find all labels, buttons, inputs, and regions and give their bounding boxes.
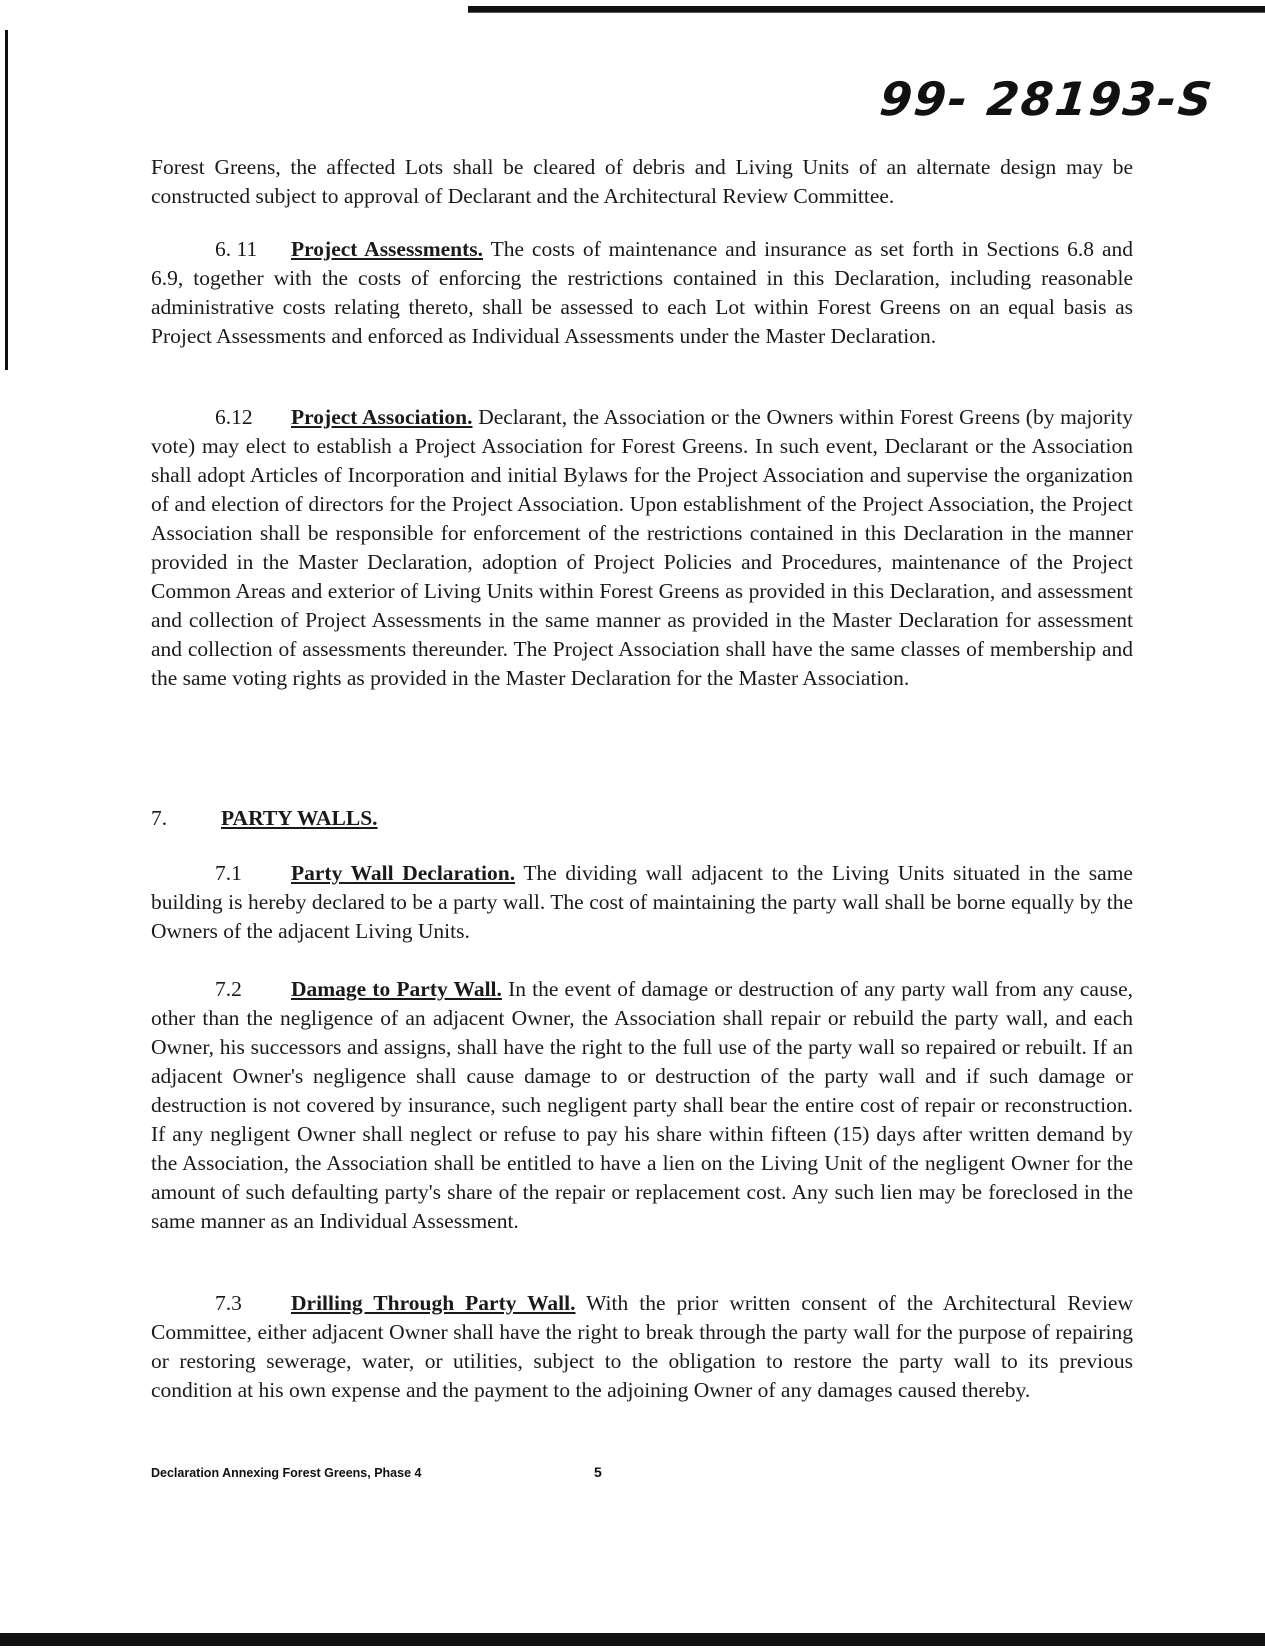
scan-top-border-thin (468, 12, 1265, 13)
heading-title: PARTY WALLS. (221, 806, 378, 830)
section-text: Declarant, the Association or the Owners within Forest Greens (by majority vote) may elect to establish a Project Association for Forest Greens. In such event, Declarant or the Association shall adopt Articles of Incorporation and initial Bylaws for the Project Association and supervise the organization of and election of directors for the Project Association. Upon establishment of the Project Association, the Project Association shall be responsible for enforcement of the restrictions contained in this Declaration in the manner provided in the Master Declaration, adoption of Project Policies and Procedures, maintenance of the Project Common Areas and exterior of Living Units within Forest Greens as provided in this Declaration, and assessment and collection of Project Assessments in the same manner as provided in the Master Declaration for assessment and collection of assessments thereunder. The Project Association shall have the same classes of membership and the same voting rights as provided in the Master Declaration for the Master Association. (151, 405, 1134, 690)
section-text: In the event of damage or destruction of any party wall from any cause, other than the negligence of an adjacent Owner, the Association shall repair or rebuild the party wall, and each Owner, his successors and assigns, shall have the right to the full use of the party wall so repaired or rebuilt. If an adjacent Owner's negligence shall cause damage to or destruction of the party wall and if such damage or destruction is not covered by insurance, such negligent party shall bear the entire cost of repair or reconstruction. If any negligent Owner shall neglect or refuse to pay his share within fifteen (15) days after written demand by the Association, the Association shall be entitled to have a lien on the Living Unit of the negligent Owner for the amount of such defaulting party's share of the repair or replacement cost. Any such lien may be foreclosed in the same manner as an Individual Assessment. (151, 977, 1134, 1233)
section-7-3 (151, 1289, 1133, 1405)
heading-number: 7. (151, 806, 168, 830)
section-title: Drilling Through Party Wall. (291, 1291, 576, 1315)
paragraph-continuation: Forest Greens, the affected Lots shall be cleared of debris and Living Units of an alternate design may be constructed subject to approval of Declarant and the Architectural Review Committee. (151, 155, 1133, 208)
section-number: 6. 11 (215, 237, 258, 261)
section-text: With the prior written consent of the Architectural Review Committee, either adjacent Owner shall have the right to break through the party wall for the purpose of repairing or restoring sewerage, water, or utilities, subject to the obligation to restore the party wall to its previous condition at his own expense and the payment to the adjoining Owner of any damages caused thereby. (151, 1291, 1133, 1402)
section-6-11 (151, 235, 1133, 351)
section-title: Project Assessments. (291, 237, 484, 261)
footer-document-title: Declaration Annexing Forest Greens, Phase 4 (151, 1466, 422, 1480)
section-title: Damage to Party Wall. (291, 977, 502, 1001)
section-title: Party Wall Declaration. (291, 861, 516, 885)
section-number: 7.1 (215, 861, 242, 885)
heading-section-7 (151, 804, 1133, 833)
handwritten-document-number: 99- 28193-S (877, 72, 1217, 126)
section-title: Project Association. (291, 405, 473, 429)
section-text: The dividing wall adjacent to the Living Units situated in the same building is hereby declared to be a party wall. The cost of maintaining the party wall shall be borne equally by the Owners of the adjacent Living Units. (151, 861, 1133, 943)
section-number: 6.12 (215, 405, 253, 429)
section-7-1 (151, 859, 1133, 946)
section-number: 7.3 (215, 1291, 242, 1315)
section-6-12 (151, 403, 1133, 693)
scan-left-edge-mark (5, 30, 8, 370)
scan-bottom-border (0, 1633, 1265, 1646)
section-number: 7.2 (215, 977, 242, 1001)
footer-page-number: 5 (594, 1464, 602, 1480)
section-7-2 (151, 975, 1133, 1236)
section-text: The costs of maintenance and insurance as set forth in Sections 6.8 and 6.9, together with the costs of enforcing the restrictions contained in this Declaration, including reasonable administrative costs relating thereto, shall be assessed to each Lot within Forest Greens on an equal basis as Project Assessments and enforced as Individual Assessments under the Master Declaration. (151, 237, 1133, 348)
